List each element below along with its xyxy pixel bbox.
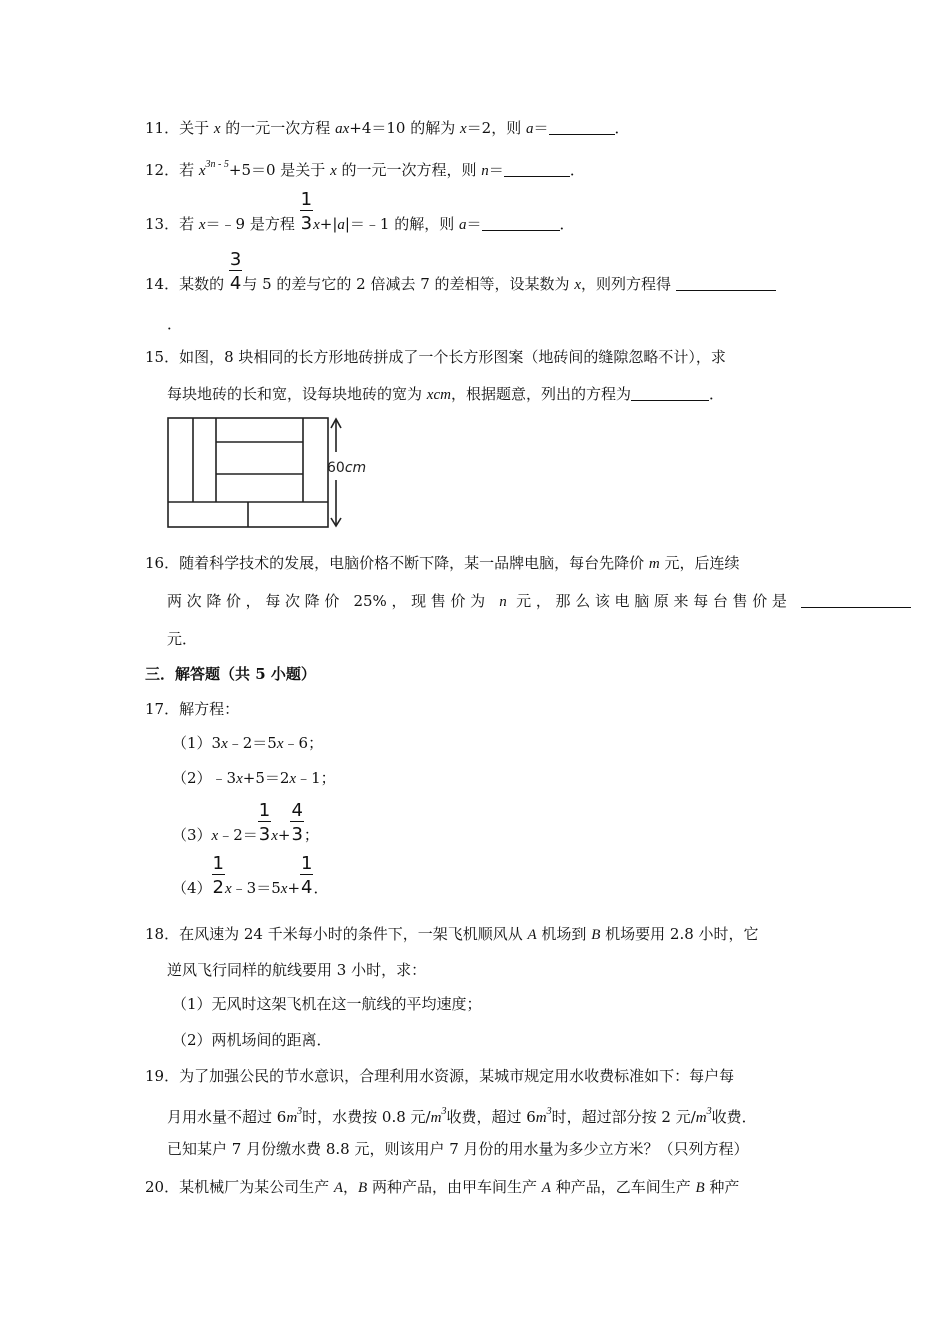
superscript: 3	[297, 1106, 303, 1117]
math-variable: ax	[335, 121, 350, 137]
math-variable: m	[648, 556, 660, 572]
text-run: ．	[569, 161, 585, 179]
text-run: ﹣2＝5	[227, 734, 277, 752]
text-run: +|	[319, 215, 338, 233]
math-variable: B	[358, 1180, 368, 1196]
question-19-cont	[167, 1102, 757, 1128]
question-13	[145, 189, 575, 235]
math-variable: x	[280, 881, 288, 897]
question-16-cont	[167, 591, 911, 612]
math-variable: xcm	[426, 387, 451, 403]
math-variable: x	[198, 163, 206, 179]
math-variable: n	[481, 163, 489, 179]
math-variable: x	[236, 771, 243, 787]
math-variable: x	[330, 163, 337, 179]
text-run: 机场到	[536, 925, 592, 943]
math-variable: A	[541, 1180, 551, 1196]
math-variable: m	[695, 1110, 707, 1126]
text-run: 两种产品，由甲车间生产	[367, 1178, 542, 1196]
math-variable: x	[225, 881, 232, 897]
text-run: ．	[614, 119, 630, 137]
text-run: 元，那么该电脑原来每台售价是	[506, 592, 801, 610]
text-run: 11．关于	[145, 119, 214, 137]
question-17-2	[172, 768, 336, 789]
section-heading	[145, 664, 316, 684]
question-17	[145, 699, 239, 719]
text-run: 的一元一次方程	[220, 119, 336, 137]
text-run: ．	[313, 879, 329, 897]
text-run: 15．如图，8 块相同的长方形地砖拼成了一个长方形图案（地砖间的缝隙忽略不计），求	[145, 348, 726, 366]
math-variable: B	[695, 1180, 705, 1196]
text-run: ＝2，则	[466, 119, 526, 137]
question-18	[145, 924, 759, 945]
bold-heading: 三．解答题（共 5 小题）	[145, 665, 316, 683]
text-run: 元．	[167, 630, 198, 648]
fraction	[300, 853, 313, 898]
text-run: （1）3	[172, 734, 222, 752]
text-run: 13．若	[145, 215, 199, 233]
math-variable: x	[271, 828, 278, 844]
math-variable: x	[221, 736, 228, 752]
answer-blank[interactable]	[504, 162, 570, 177]
text-run: ；	[303, 826, 319, 844]
question-12	[145, 155, 585, 181]
text-run: 两次降价，每次降价 25%，现售价为	[167, 592, 500, 610]
text-run: ＝	[488, 161, 504, 179]
text-run: （4）	[172, 879, 212, 897]
text-run: ＝	[533, 119, 549, 137]
fraction	[229, 249, 242, 294]
text-run: 19．为了加强公民的节水意识，合理利用水资源，某城市规定用水收费标准如下：每户每	[145, 1067, 735, 1085]
fraction-denominator: 2	[212, 877, 224, 898]
superscript: 3	[706, 1106, 712, 1117]
text-run: 种产品，乙车间生产	[550, 1178, 696, 1196]
text-run: +5＝0 是关于	[228, 161, 331, 179]
fraction-numerator: 1	[212, 853, 224, 874]
svg-text:60cm	[327, 460, 366, 476]
text-run: ＝	[466, 215, 482, 233]
fraction	[258, 800, 271, 845]
question-14	[145, 249, 893, 295]
fraction-denominator: 4	[301, 877, 313, 898]
superscript: 3	[441, 1106, 447, 1117]
text-run: 20．某机械厂为某公司生产	[145, 1178, 334, 1196]
text-run: 已知某户 7 月份缴水费 8.8 元，则该用户 7 月份的用水量为多少立方米？（只列方程）	[167, 1140, 749, 1158]
text-run: 种产	[704, 1178, 740, 1196]
math-variable: A	[527, 927, 537, 943]
text-run: （1）无风时这架飞机在这一航线的平均速度；	[172, 995, 482, 1013]
math-variable: x	[460, 121, 467, 137]
math-variable: a	[459, 217, 467, 233]
math-variable: a	[525, 121, 534, 137]
question-15-cont	[167, 384, 724, 405]
text-run: 12．若	[145, 161, 199, 179]
text-run: 收费．	[711, 1108, 757, 1126]
fraction-numerator: 1	[258, 800, 271, 821]
text-run: 的一元一次方程，则	[336, 161, 482, 179]
text-run: ＝﹣9 是方程	[205, 215, 300, 233]
text-run: 每块地砖的长和宽，设每块地砖的宽为	[167, 385, 427, 403]
question-16	[145, 553, 739, 574]
math-variable: n	[499, 594, 507, 610]
text-run: +5＝2	[242, 769, 290, 787]
text-run: 14．某数的	[145, 275, 229, 293]
fraction-denominator: 3	[291, 824, 303, 845]
text-run: ．	[559, 215, 575, 233]
math-variable: a	[337, 217, 345, 233]
fraction-numerator: 1	[300, 189, 313, 210]
math-variable: m	[535, 1110, 547, 1126]
text-run: +4＝10 的解为	[349, 119, 460, 137]
question-16-end	[167, 629, 197, 649]
text-run: ﹣1；	[296, 769, 336, 787]
question-15	[145, 347, 726, 367]
text-run: +	[277, 826, 291, 844]
text-run: ，根据题意，列出的方程为	[450, 385, 631, 403]
text-run: ．	[167, 315, 183, 333]
math-variable: x	[276, 736, 284, 752]
math-variable: m	[430, 1110, 442, 1126]
text-run: ﹣2＝	[218, 826, 258, 844]
height-label-unit: cm	[344, 460, 367, 476]
fraction	[300, 189, 313, 234]
text-run: 逆风飞行同样的航线要用 3 小时，求：	[167, 961, 427, 979]
math-variable: x	[289, 771, 297, 787]
answer-blank[interactable]	[801, 593, 911, 608]
math-variable: m	[286, 1110, 298, 1126]
question-18-2	[172, 1030, 332, 1050]
text-run: 16．随着科学技术的发展，电脑价格不断下降，某一品牌电脑，每台先降价	[145, 554, 649, 572]
question-17-3	[172, 800, 319, 846]
text-run: |＝﹣1 的解，则	[344, 215, 460, 233]
text-run: ，则列方程得	[581, 275, 676, 293]
superscript: 3	[546, 1106, 552, 1117]
question-19-end	[167, 1139, 749, 1159]
text-run: 月用水量不超过 6	[167, 1108, 287, 1126]
text-run: 收费，超过 6	[446, 1108, 536, 1126]
text-run: 机场要用 2.8 小时，它	[600, 925, 759, 943]
question-19	[145, 1066, 734, 1086]
text-run: 时，水费按 0.8 元/	[302, 1108, 431, 1126]
question-18-cont	[167, 960, 426, 980]
question-14-end	[167, 314, 182, 334]
answer-blank[interactable]	[676, 276, 776, 291]
fraction-denominator: 3	[258, 824, 271, 845]
text-run: 元，后连续	[659, 554, 740, 572]
text-run: （2）﹣3	[172, 769, 237, 787]
question-20	[145, 1177, 739, 1198]
superscript: 3n - 5	[205, 159, 229, 170]
math-variable: x	[198, 217, 206, 233]
math-variable: x	[213, 121, 221, 137]
text-run: 与 5 的差与它的 2 倍减去 7 的差相等，设某数为	[242, 275, 575, 293]
math-variable: x	[313, 217, 320, 233]
question-18-1	[172, 994, 482, 1014]
text-run: ﹣3＝5	[231, 879, 281, 897]
height-label-value: 60	[327, 460, 345, 476]
fraction-numerator: 1	[301, 853, 313, 874]
tile-figure	[160, 410, 380, 535]
fraction-numerator: 4	[291, 800, 303, 821]
text-run: 18．在风速为 24 千米每小时的条件下，一架飞机顺风从	[145, 925, 528, 943]
math-variable: x	[211, 828, 219, 844]
fraction-denominator: 4	[229, 273, 242, 294]
question-11	[145, 118, 630, 139]
question-17-1	[172, 733, 323, 754]
text-run: 时，超过部分按 2 元/	[551, 1108, 696, 1126]
fraction-numerator: 3	[229, 249, 242, 270]
answer-blank[interactable]	[549, 120, 615, 135]
math-variable: x	[574, 277, 581, 293]
text-run: （3）	[172, 826, 212, 844]
math-variable: A	[333, 1180, 344, 1196]
text-run: ，	[343, 1178, 359, 1196]
text-run: +	[287, 879, 301, 897]
question-17-4	[172, 853, 329, 899]
answer-blank[interactable]	[631, 386, 709, 401]
fraction-denominator: 3	[300, 213, 313, 234]
text-run: ．	[708, 385, 724, 403]
text-run: 17．解方程：	[145, 700, 240, 718]
text-run: （2）两机场间的距离．	[172, 1031, 332, 1049]
fraction	[290, 800, 303, 845]
math-variable: B	[591, 927, 601, 943]
answer-blank[interactable]	[482, 216, 560, 231]
fraction	[212, 853, 225, 898]
text-run: ﹣6；	[283, 734, 324, 752]
